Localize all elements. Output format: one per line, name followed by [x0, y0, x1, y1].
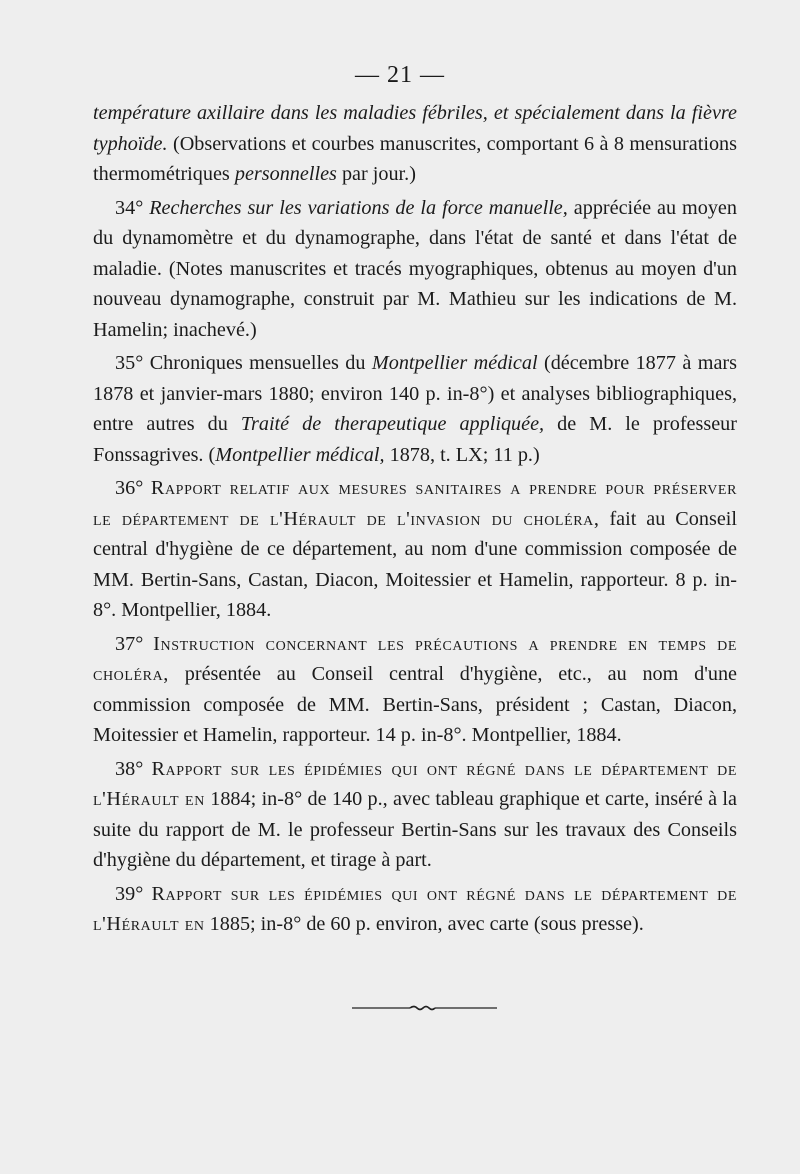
entry-title: Rapport sur les épidémies qui ont régné dans le département de l'Hérault en [93, 882, 738, 935]
continuation-text: (Observations et courbes manuscrites, comportant 6 à 8 mensurations thermométriques [93, 132, 737, 185]
entry-number: 38° [115, 757, 144, 780]
entry-text: Chroniques mensuelles du [149, 352, 372, 374]
end-ornament [352, 1001, 497, 1015]
entry-number: 36° [115, 477, 144, 499]
entry-number: 37° [115, 632, 144, 655]
entry-number: 39° [115, 882, 144, 905]
entry-text: 1885; in-8° de 60 p. environ, avec carte (sous presse). [204, 913, 644, 935]
entry-italic: Montpellier médical, [215, 443, 385, 466]
entry-35 [93, 348, 737, 470]
entry-italic: Traité de therapeutique appliquée, [240, 413, 545, 435]
entry-title: Instruction concernant les précautions a prendre en temps de choléra, [93, 632, 738, 685]
entry-text: de M. le professeur Fonssagrives. ( [93, 413, 737, 466]
text-block [93, 98, 737, 940]
entry-34 [93, 193, 737, 346]
entry-text: 1884; in-8° de 140 p., avec tableau graphique et carte, inséré à la suite du rapport de M. le professeur Bertin-Sans sur les travaux des Conseils d'hygiène du département, et tirage à part. [93, 788, 737, 871]
entry-39 [93, 879, 737, 940]
entry-37 [93, 629, 737, 751]
entry-text: 1878, t. LX; 11 p.) [384, 443, 540, 466]
entry-italic: Montpellier médical [371, 352, 538, 374]
entry-text: (décembre 1877 à mars 1878 et janvier-mars 1880; environ 140 p. in-8°) et analyses bibliographiques, entre autres du [93, 352, 737, 435]
entry-38 [93, 754, 737, 876]
entry-number: 34° [115, 196, 144, 219]
continuation-italic: température axillaire dans les maladies fébriles, et spécialement dans la fièvre typhoïde. [93, 102, 737, 155]
entry-title: Recherches sur les variations de la force manuelle, [149, 196, 568, 219]
entry-title: Rapport sur les épidémies qui ont régné dans le département de l'Hérault en [93, 757, 738, 810]
entry-title: Rapport relatif aux mesures sanitaires a prendre pour préserver le département de l'Hérault de l'invasion du choléra, [93, 477, 738, 530]
page-number: — 21 — [355, 62, 445, 88]
continuation-paragraph [93, 98, 737, 190]
entry-number: 35° [115, 352, 144, 374]
entry-text: présentée au Conseil central d'hygiène, etc., au nom d'une commission composée de MM. Bertin-Sans, président ; Castan, Diacon, Moitessier et Hamelin, rapporteur. 14 p. in-8°. Montpellier, 1884. [93, 663, 737, 746]
entry-text: fait au Conseil central d'hygiène de ce département, au nom d'une commission composée de MM. Bertin-Sans, Castan, Diacon, Moitessier et Hamelin, rapporteur. 8 p. in-8°. Montpellier, 1884. [93, 507, 737, 621]
continuation-italic-2: personnelles [234, 163, 337, 185]
continuation-text-2: par jour.) [336, 163, 416, 185]
entry-text: appréciée au moyen du dynamomètre et du dynamographe, dans l'état de santé et dans l'état de maladie. (Notes manuscrites et tracés myographiques, obtenus au moyen d'un nouveau dynamographe, construit par M. Mathieu sur les indications de M. Hamelin; inachevé.) [93, 196, 737, 341]
entry-36 [93, 473, 737, 626]
